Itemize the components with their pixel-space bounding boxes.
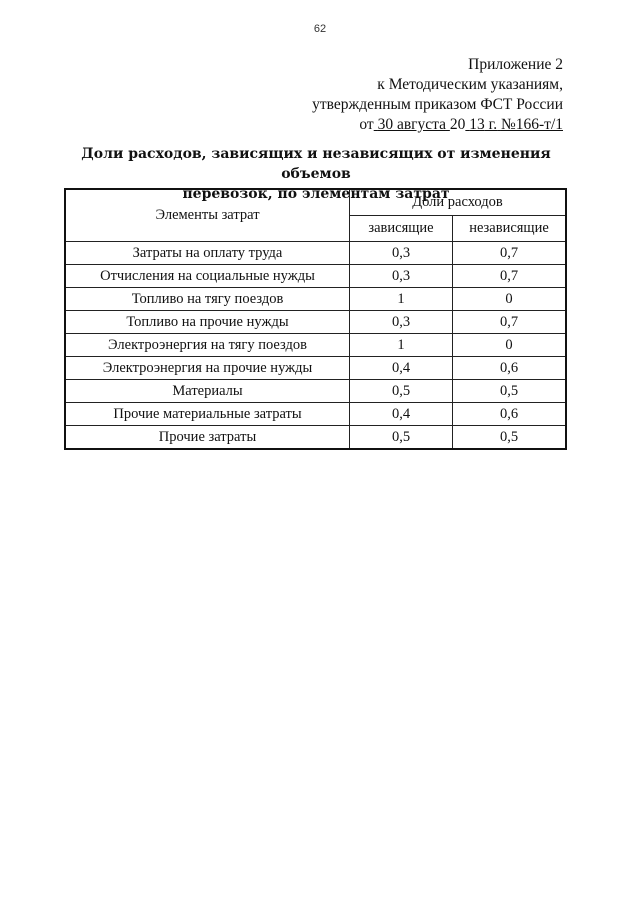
table-header-row [65,189,566,216]
cell-element: Прочие затраты [65,426,350,450]
appendix-date-line [312,115,563,135]
header-shares: Доли расходов [350,189,567,216]
cell-dependent: 0,4 [350,403,453,426]
cell-independent: 0,5 [453,380,567,403]
date-prefix: от [359,116,374,133]
cell-dependent: 0,3 [350,265,453,288]
cell-element: Топливо на тягу поездов [65,288,350,311]
heading-line-2: перевозок, по элементам затрат [182,186,450,202]
cell-element: Отчисления на социальные нужды [65,265,350,288]
page-number: 62 [313,23,327,35]
date-year-b: 13 [469,116,485,133]
cell-independent: 0 [453,334,567,357]
appendix-title: Приложение 2 [468,56,563,73]
table-row [65,311,566,334]
order-number: №166-т/1 [500,116,563,133]
cell-element: Прочие материальные затраты [65,403,350,426]
cell-independent: 0,6 [453,357,567,380]
date-year-suffix: г. [484,116,498,133]
cell-dependent: 0,3 [350,242,453,265]
cell-independent: 0 [453,288,567,311]
cell-element: Электроэнергия на тягу поездов [65,334,350,357]
cell-independent: 0,5 [453,426,567,450]
table-row [65,334,566,357]
table-row [65,403,566,426]
table-row [65,288,566,311]
table-body [65,242,566,450]
table-row [65,426,566,450]
cell-independent: 0,7 [453,311,567,334]
cell-dependent: 0,3 [350,311,453,334]
table-row [65,242,566,265]
table-row [65,265,566,288]
cell-dependent: 1 [350,334,453,357]
header-elements: Элементы затрат [65,189,350,242]
cost-shares-table [64,188,567,450]
heading-line-1: Доли расходов, зависящих и независящих от изменения объемов [81,146,551,182]
header-dependent: зависящие [350,216,453,242]
table-row [65,357,566,380]
cell-element: Электроэнергия на прочие нужды [65,357,350,380]
cell-independent: 0,7 [453,242,567,265]
cell-element: Материалы [65,380,350,403]
date-day-month: 30 августа [377,116,446,133]
cell-dependent: 1 [350,288,453,311]
cell-dependent: 0,5 [350,380,453,403]
header-independent: независящие [453,216,567,242]
date-year-a: 20 [449,116,466,133]
table-row [65,380,566,403]
appendix-approval: утвержденным приказом ФСТ России [312,96,563,113]
cell-element: Затраты на оплату труда [65,242,350,265]
appendix-block [312,55,563,135]
cell-dependent: 0,4 [350,357,453,380]
cell-dependent: 0,5 [350,426,453,450]
cell-independent: 0,6 [453,403,567,426]
cell-independent: 0,7 [453,265,567,288]
cell-element: Топливо на прочие нужды [65,311,350,334]
appendix-reference: к Методическим указаниям, [377,76,563,93]
